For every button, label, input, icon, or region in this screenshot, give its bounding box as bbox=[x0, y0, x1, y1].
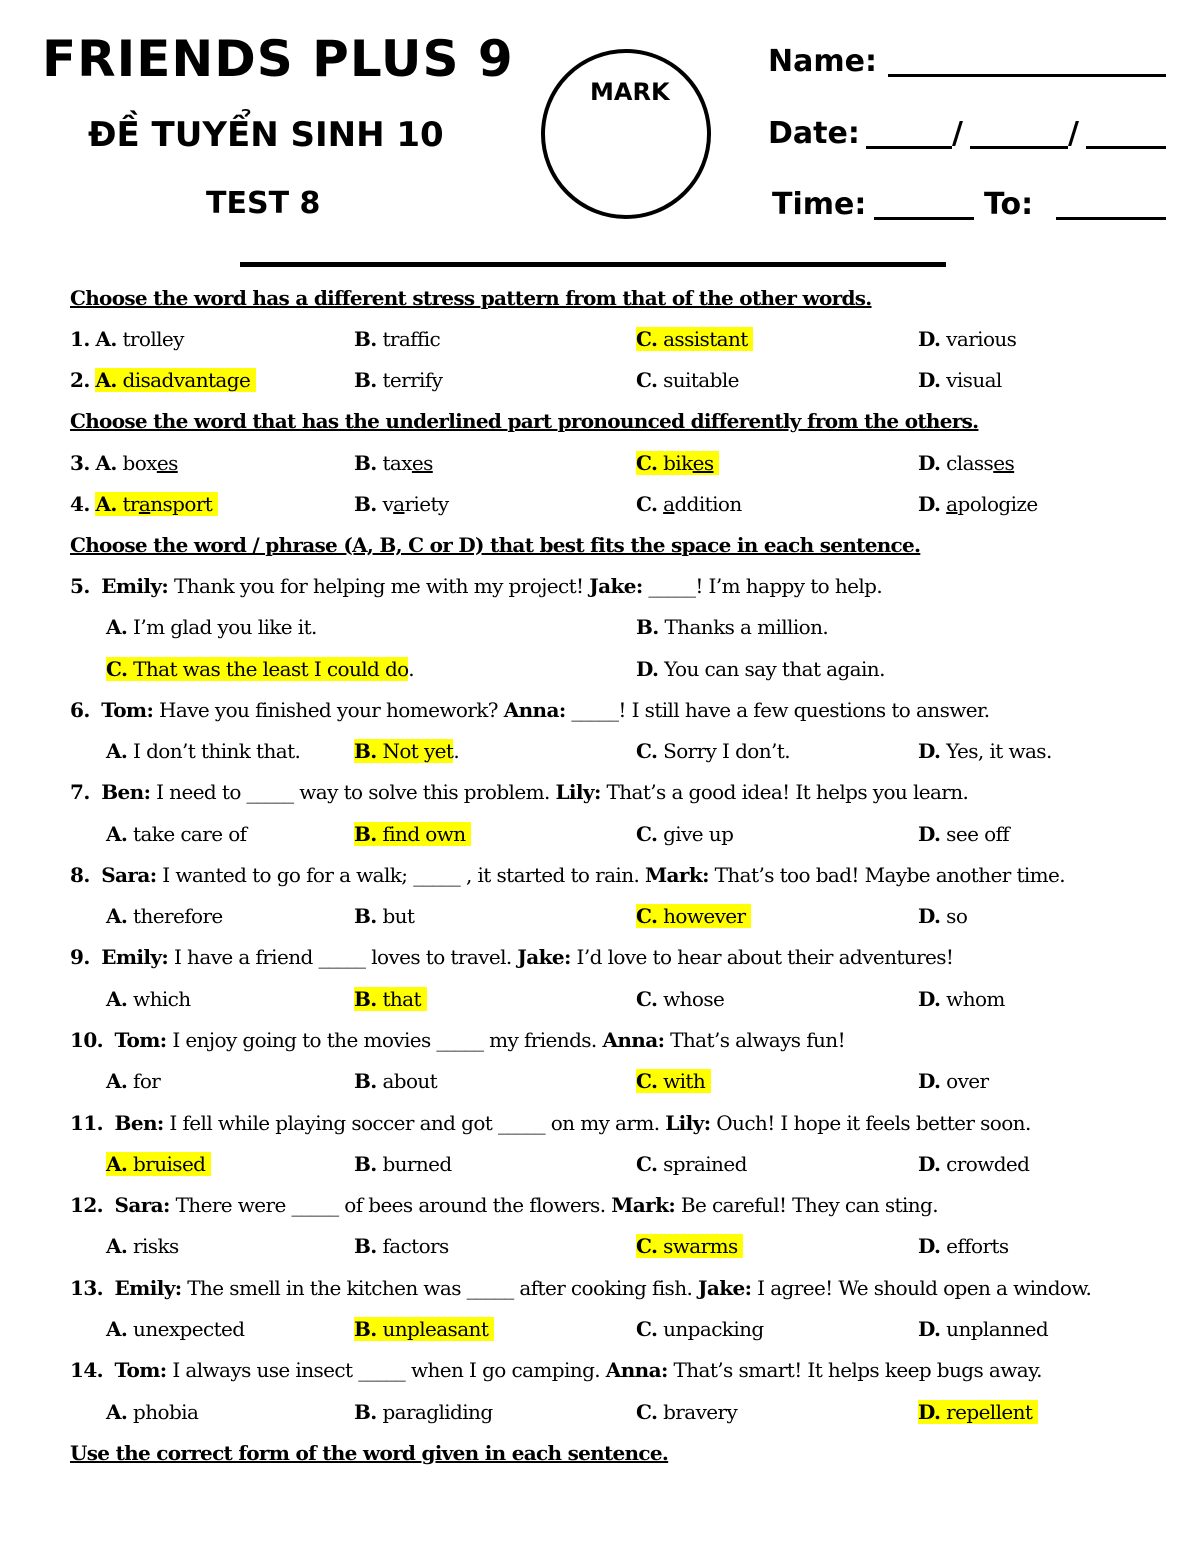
q10-question: 10. Tom: I enjoy going to the movies _____ my friends. Anna: That’s always fun! bbox=[70, 1028, 846, 1052]
q8-option-c[interactable]: C. however bbox=[636, 904, 751, 928]
q1-option-c[interactable]: C. assistant bbox=[636, 327, 753, 351]
q9-option-d[interactable]: D. whom bbox=[918, 987, 1005, 1011]
q12-option-b[interactable]: B. factors bbox=[354, 1234, 449, 1258]
q8-option-b[interactable]: B. but bbox=[354, 904, 415, 928]
q7-option-b[interactable]: B. find own bbox=[354, 822, 471, 846]
q14-option-a[interactable]: A. phobia bbox=[106, 1400, 199, 1424]
q8-question: 8. Sara: I wanted to go for a walk; _____ , it started to rain. Mark: That’s too bad! Maybe another time. bbox=[70, 863, 1066, 887]
q13-question: 13. Emily: The smell in the kitchen was _____ after cooking fish. Jake: I agree! We should open a window. bbox=[70, 1276, 1092, 1300]
instruction-word-form: Use the correct form of the word given in each sentence. bbox=[70, 1441, 669, 1465]
instruction-pronunciation: Choose the word that has the underlined part pronounced differently from the others. bbox=[70, 409, 979, 433]
q4-option-a[interactable]: 4. A. transport bbox=[70, 492, 218, 516]
q1-option-b[interactable]: B. traffic bbox=[354, 327, 441, 351]
q1-option-a[interactable]: 1. A. trolley bbox=[70, 327, 184, 351]
header-divider bbox=[240, 262, 946, 267]
name-label: Name: bbox=[768, 44, 877, 79]
q5-option-c[interactable]: C. That was the least I could do. bbox=[106, 657, 415, 681]
q9-option-a[interactable]: A. which bbox=[106, 987, 191, 1011]
q5-option-b[interactable]: B. Thanks a million. bbox=[636, 615, 829, 639]
test-number: TEST 8 bbox=[206, 186, 321, 221]
name-line[interactable] bbox=[888, 74, 1166, 77]
q6-option-b[interactable]: B. Not yet. bbox=[354, 739, 460, 763]
q6-option-c[interactable]: C. Sorry I don’t. bbox=[636, 739, 790, 763]
q7-question: 7. Ben: I need to _____ way to solve this problem. Lily: That’s a good idea! It helps you learn. bbox=[70, 780, 969, 804]
q3-option-d[interactable]: D. classes bbox=[918, 451, 1015, 475]
q14-option-d[interactable]: D. repellent bbox=[918, 1400, 1038, 1424]
q10-option-b[interactable]: B. about bbox=[354, 1069, 438, 1093]
q3-option-a[interactable]: 3. A. boxes bbox=[70, 451, 178, 475]
q6-option-d[interactable]: D. Yes, it was. bbox=[918, 739, 1052, 763]
q7-option-c[interactable]: C. give up bbox=[636, 822, 734, 846]
q2-option-b[interactable]: B. terrify bbox=[354, 368, 443, 392]
q11-option-c[interactable]: C. sprained bbox=[636, 1152, 747, 1176]
q9-option-b[interactable]: B. that bbox=[354, 987, 427, 1011]
date-label: Date: bbox=[768, 116, 860, 151]
q3-option-b[interactable]: B. taxes bbox=[354, 451, 433, 475]
instruction-stress: Choose the word has a different stress pattern from that of the other words. bbox=[70, 286, 872, 310]
q8-option-a[interactable]: A. therefore bbox=[106, 904, 223, 928]
q13-option-d[interactable]: D. unplanned bbox=[918, 1317, 1049, 1341]
q7-option-a[interactable]: A. take care of bbox=[106, 822, 247, 846]
q12-option-a[interactable]: A. risks bbox=[106, 1234, 179, 1258]
date-year-line[interactable] bbox=[1086, 146, 1166, 149]
q12-question: 12. Sara: There were _____ of bees around the flowers. Mark: Be careful! They can sting. bbox=[70, 1193, 938, 1217]
q11-option-d[interactable]: D. crowded bbox=[918, 1152, 1030, 1176]
q13-option-c[interactable]: C. unpacking bbox=[636, 1317, 764, 1341]
date-separator: / bbox=[1068, 116, 1079, 151]
q2-option-d[interactable]: D. visual bbox=[918, 368, 1002, 392]
q11-question: 11. Ben: I fell while playing soccer and got _____ on my arm. Lily: Ouch! I hope it feels better soon. bbox=[70, 1111, 1031, 1135]
q11-option-a[interactable]: A. bruised bbox=[106, 1152, 211, 1176]
time-line[interactable] bbox=[874, 217, 974, 220]
q5-question: 5. Emily: Thank you for helping me with my project! Jake: _____! I’m happy to help. bbox=[70, 574, 883, 598]
instruction-best-fit: Choose the word / phrase (A, B, C or D) that best fits the space in each sentence. bbox=[70, 533, 921, 557]
q10-option-a[interactable]: A. for bbox=[106, 1069, 161, 1093]
q5-option-d[interactable]: D. You can say that again. bbox=[636, 657, 885, 681]
q9-question: 9. Emily: I have a friend _____ loves to travel. Jake: I’d love to hear about their adventures! bbox=[70, 945, 954, 969]
date-month-line[interactable] bbox=[970, 146, 1068, 149]
q13-option-a[interactable]: A. unexpected bbox=[106, 1317, 245, 1341]
q4-option-c[interactable]: C. addition bbox=[636, 492, 742, 516]
q14-option-c[interactable]: C. bravery bbox=[636, 1400, 738, 1424]
q12-option-d[interactable]: D. efforts bbox=[918, 1234, 1009, 1258]
q14-option-b[interactable]: B. paragliding bbox=[354, 1400, 493, 1424]
q1-option-d[interactable]: D. various bbox=[918, 327, 1017, 351]
q4-option-b[interactable]: B. variety bbox=[354, 492, 449, 516]
to-label: To: bbox=[984, 187, 1034, 222]
q6-question: 6. Tom: Have you finished your homework? Anna: _____! I still have a few questions to answer. bbox=[70, 698, 990, 722]
q2-option-c[interactable]: C. suitable bbox=[636, 368, 739, 392]
mark-circle bbox=[541, 49, 711, 219]
q2-option-a[interactable]: 2. A. disadvantage bbox=[70, 368, 256, 392]
q8-option-d[interactable]: D. so bbox=[918, 904, 968, 928]
q9-option-c[interactable]: C. whose bbox=[636, 987, 725, 1011]
exam-subtitle: ĐỀ TUYỂN SINH 10 bbox=[88, 115, 444, 155]
mark-label: MARK bbox=[590, 78, 670, 106]
q13-option-b[interactable]: B. unpleasant bbox=[354, 1317, 494, 1341]
q12-option-c[interactable]: C. swarms bbox=[636, 1234, 743, 1258]
q7-option-d[interactable]: D. see off bbox=[918, 822, 1010, 846]
date-day-line[interactable] bbox=[866, 146, 952, 149]
q11-option-b[interactable]: B. burned bbox=[354, 1152, 452, 1176]
q10-option-c[interactable]: C. with bbox=[636, 1069, 711, 1093]
q4-option-d[interactable]: D. apologize bbox=[918, 492, 1038, 516]
time-label: Time: bbox=[772, 187, 867, 222]
q6-option-a[interactable]: A. I don’t think that. bbox=[106, 739, 301, 763]
to-line[interactable] bbox=[1056, 217, 1166, 220]
date-separator: / bbox=[952, 116, 963, 151]
q14-question: 14. Tom: I always use insect _____ when I go camping. Anna: That’s smart! It helps keep bugs away. bbox=[70, 1358, 1042, 1382]
q5-option-a[interactable]: A. I’m glad you like it. bbox=[106, 615, 317, 639]
q10-option-d[interactable]: D. over bbox=[918, 1069, 989, 1093]
worksheet-title: FRIENDS PLUS 9 bbox=[42, 30, 514, 88]
q3-option-c[interactable]: C. bikes bbox=[636, 451, 719, 475]
